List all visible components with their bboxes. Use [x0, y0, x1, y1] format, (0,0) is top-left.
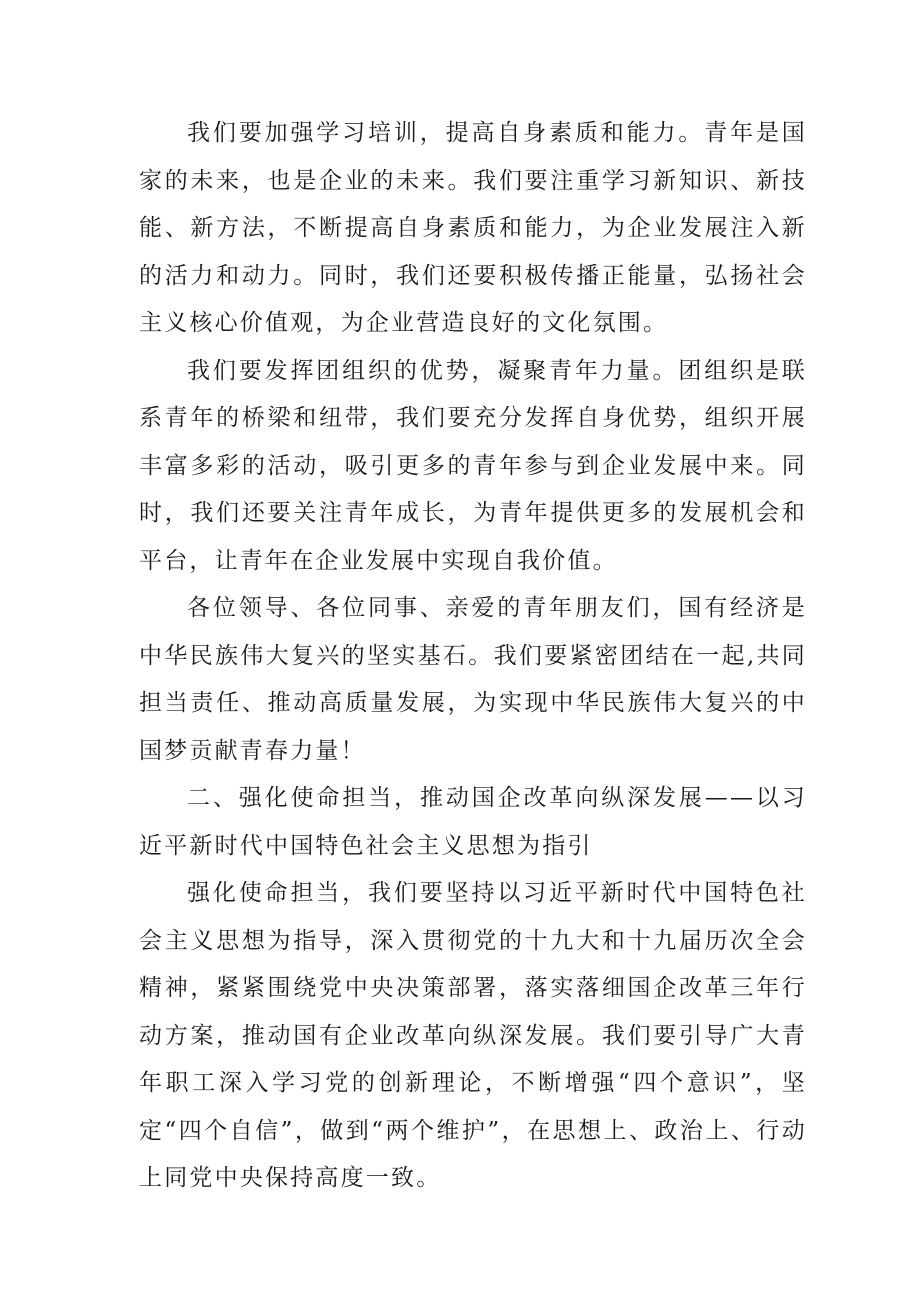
- paragraph-address-closing: 各位领导、各位同事、亲爱的青年朋友们，国有经济是中华民族伟大复兴的坚实基石。我们要紧密团结在一起,共同担当责任、推动高质量发展，为实现中华民族伟大复兴的中国梦贡献青春力量！: [139, 595, 807, 764]
- paragraph-mission-responsibility: 强化使命担当，我们要坚持以习近平新时代中国特色社会主义思想为指导，深入贯彻党的十九大和十九届历次全会精神，紧紧围绕党中央决策部署，落实落细国企改革三年行动方案，推动国有企业改革向纵深发展。我们要引导广大青年职工深入学习党的创新理论，不断增强“四个意识”，坚定“四个自信”，做到“两个维护”，在思想上、政治上、行动上同党中央保持高度一致。: [139, 880, 807, 1191]
- paragraph-study-training: 我们要加强学习培训，提高自身素质和能力。青年是国家的未来，也是企业的未来。我们要注重学习新知识、新技能、新方法，不断提高自身素质和能力，为企业发展注入新的活力和动力。同时，我们还要积极传播正能量，弘扬社会主义核心价值观，为企业营造良好的文化氛围。: [139, 120, 807, 336]
- document-body: [139, 110, 807, 1203]
- section-heading-two: 二、强化使命担当，推动国企改革向纵深发展——以习近平新时代中国特色社会主义思想为指引: [139, 785, 807, 859]
- paragraph-league-organization: 我们要发挥团组织的优势，凝聚青年力量。团组织是联系青年的桥梁和纽带，我们要充分发挥自身优势，组织开展丰富多彩的活动，吸引更多的青年参与到企业发展中来。同时，我们还要关注青年成长，为青年提供更多的发展机会和平台，让青年在企业发展中实现自我价值。: [139, 357, 807, 574]
